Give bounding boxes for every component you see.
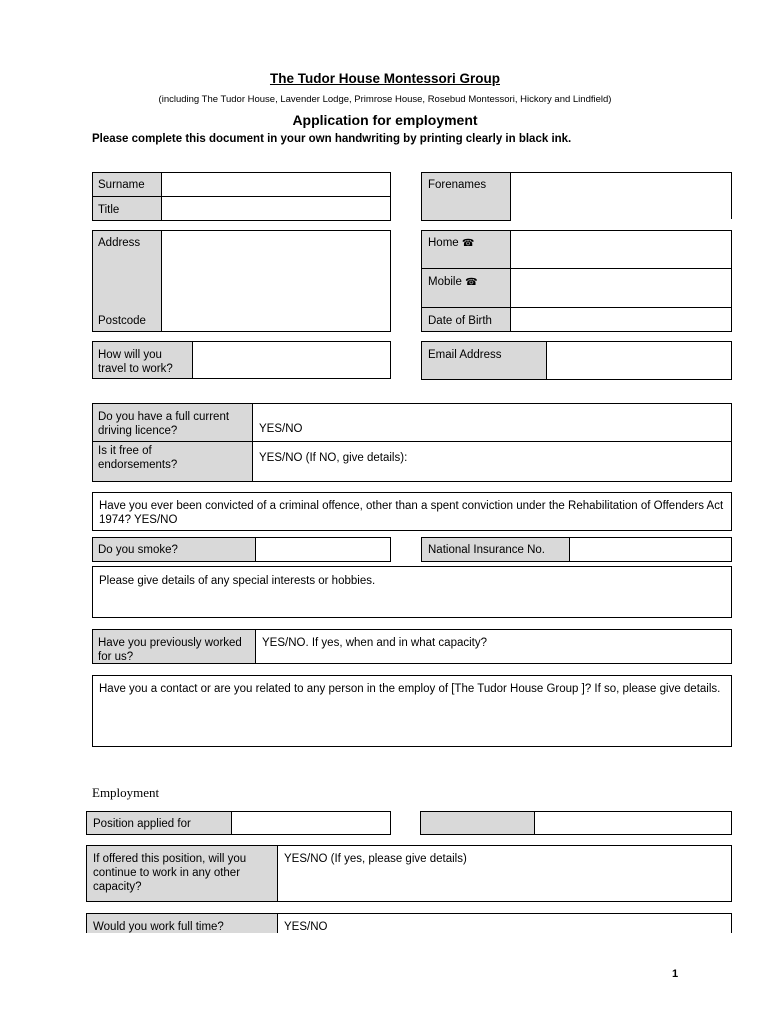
position-right-field[interactable]	[534, 811, 732, 835]
home-label	[422, 232, 474, 251]
ni-label: National Insurance No.	[428, 544, 545, 556]
postcode-label: Postcode	[98, 315, 146, 327]
licence-answer-field[interactable]	[252, 403, 732, 442]
licence-question: Do you have a full current driving licence?	[98, 411, 230, 437]
employment-heading: Employment	[92, 785, 160, 800]
endorse-answer: YES/NO (If NO, give details):	[259, 452, 408, 464]
position-right-gray	[420, 811, 535, 835]
conviction-text: Have you ever been convicted of a criminal offence, other than a spent conviction under the Rehabilitation of Offenders Act 1974? YES/NO	[99, 500, 724, 526]
company-subtitle: (including The Tudor House, Lavender Lodge, Primrose House, Rosebud Montessori, Hickory and Lindfield)	[158, 94, 612, 105]
home-label-text: Home	[428, 237, 459, 249]
licence-answer: YES/NO	[259, 423, 303, 435]
mobile-label-text: Mobile	[428, 276, 462, 288]
page-number: 1	[672, 968, 679, 980]
fulltime-question: Would you work full time?	[93, 921, 224, 933]
endorse-question: Is it free of endorsements?	[98, 445, 178, 471]
continue-answer: YES/NO (If yes, please give details)	[284, 853, 467, 865]
home-phone-field[interactable]	[510, 230, 732, 269]
mobile-label	[422, 271, 478, 290]
ni-field[interactable]	[569, 537, 732, 562]
hobbies-text: Please give details of any special interests or hobbies.	[99, 575, 376, 587]
dob-label: Date of Birth	[428, 315, 492, 327]
home-mobile-divider	[421, 268, 511, 269]
position-field[interactable]	[231, 811, 391, 835]
fulltime-right-border	[731, 913, 732, 933]
instruction-text: Please complete this document in your own handwriting by printing clearly in black ink.	[92, 133, 572, 145]
forenames-label: Forenames	[428, 179, 487, 191]
surname-label: Surname	[98, 179, 145, 191]
previous-answer: YES/NO. If yes, when and in what capacity?	[262, 637, 488, 649]
previous-question: Have you previously worked for us?	[98, 637, 242, 663]
smoke-label: Do you smoke?	[98, 544, 178, 556]
mobile-dob-divider	[421, 307, 511, 308]
home-phone-icon: ☎	[461, 238, 475, 249]
email-label: Email Address	[428, 349, 502, 361]
company-title: The Tudor House Montessori Group	[269, 71, 500, 86]
title-field[interactable]	[161, 196, 391, 221]
continue-question: If offered this position, will you continue to work in any other capacity?	[93, 853, 247, 893]
contact-text: Have you a contact or are you related to any person in the employ of [The Tudor House Group ]? If so, please give details.	[99, 683, 721, 695]
fulltime-answer-field[interactable]	[278, 914, 731, 933]
travel-label: How will you travel to work?	[98, 349, 173, 375]
address-label: Address	[98, 237, 141, 249]
title-label: Title	[98, 204, 120, 216]
form-title: Application for employment	[292, 112, 478, 128]
surname-title-divider	[92, 196, 162, 197]
travel-field[interactable]	[192, 341, 391, 379]
position-label: Position applied for	[93, 818, 191, 830]
forenames-field-right	[731, 172, 732, 219]
mobile-phone-icon: ☎	[465, 277, 478, 288]
address-field[interactable]	[161, 230, 391, 332]
email-field[interactable]	[546, 341, 732, 380]
mobile-phone-field[interactable]	[510, 268, 732, 308]
fulltime-answer: YES/NO	[284, 921, 328, 933]
dob-field[interactable]	[510, 307, 732, 332]
forenames-field[interactable]	[511, 173, 731, 220]
surname-field[interactable]	[161, 172, 391, 197]
smoke-field[interactable]	[255, 537, 391, 562]
